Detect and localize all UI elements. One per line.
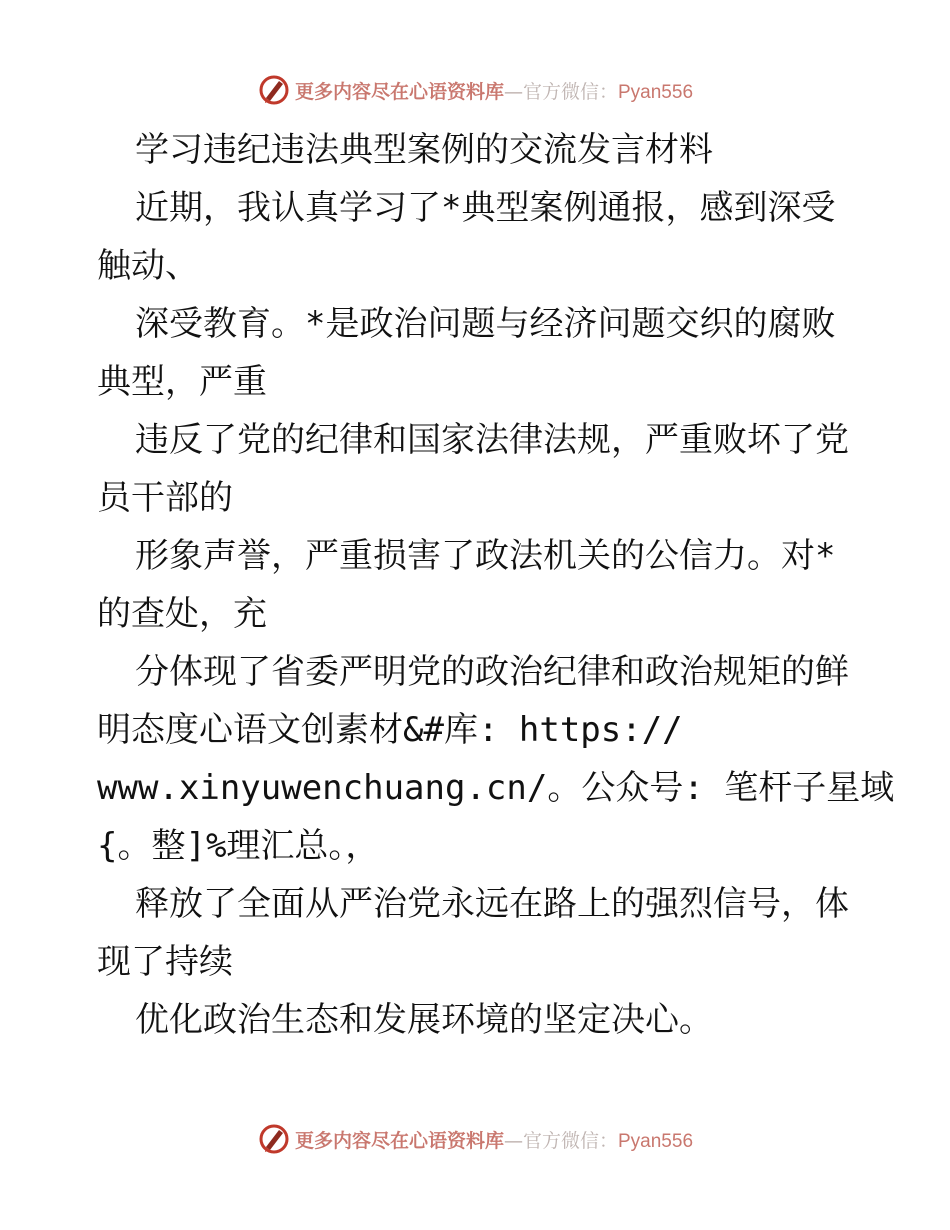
text-line: 违反了党的纪律和国家法律法规，严重败坏了党 [135, 420, 849, 460]
wechat-id: Pyan556 [618, 81, 694, 103]
text-line: 近期，我认真学习了*典型案例通报，感到深受 [135, 188, 836, 228]
text-line: 触动、 [97, 246, 199, 286]
document-body [97, 121, 895, 1049]
text-line: 现了持续 [97, 942, 233, 982]
document-title: 学习违纪违法典型案例的交流发言材料 [135, 130, 713, 170]
wechat-label: 官方微信： [522, 80, 618, 103]
text-line: 员干部的 [97, 478, 233, 518]
wechat-label: 官方微信： [522, 1129, 618, 1152]
pen-logo-icon [257, 73, 291, 107]
watermark-text: 更多内容尽在心语资料库 [294, 1129, 504, 1152]
footer-watermark [0, 1119, 950, 1159]
watermark-separator: — [503, 80, 523, 103]
text-line: 释放了全面从严治党永远在路上的强烈信号，体 [135, 884, 849, 924]
text-line: 优化政治生态和发展环境的坚定决心。 [135, 1000, 713, 1040]
text-line: 典型，严重 [97, 362, 267, 402]
header-watermark [0, 70, 950, 110]
watermark-text: 更多内容尽在心语资料库 [294, 80, 504, 103]
text-line: www.xinyuwenchuang.cn/。公众号: 笔杆子星域 [97, 768, 895, 808]
text-line: 明态度心语文创素材&#库: https:// [97, 710, 683, 750]
watermark-separator: — [503, 1129, 523, 1152]
pen-logo-icon [257, 1122, 291, 1156]
text-line: 的查处，充 [97, 594, 267, 634]
wechat-id: Pyan556 [618, 1130, 694, 1152]
text-line: 形象声誉，严重损害了政法机关的公信力。对* [135, 536, 836, 576]
text-line: 分体现了省委严明党的政治纪律和政治规矩的鲜 [135, 652, 849, 692]
text-line: 深受教育。*是政治问题与经济问题交织的腐败 [135, 304, 836, 344]
text-line: {。整]%理汇总。， [97, 826, 380, 866]
